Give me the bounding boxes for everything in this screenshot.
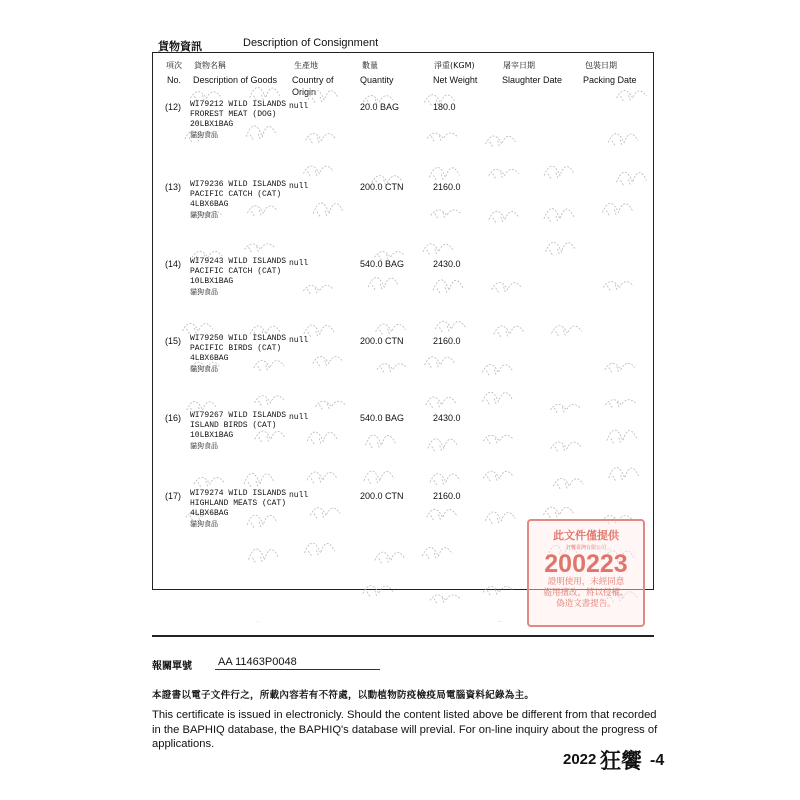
table-row (165, 100, 650, 172)
col-weight-zh: 淨重(KGM) (434, 61, 475, 70)
col-no-en: No. (167, 75, 182, 85)
col-qty-en: Quantity (360, 75, 394, 85)
net-weight: 2160.0 (433, 491, 461, 501)
country-of-origin: null (289, 491, 309, 500)
row-number: (15) (165, 336, 182, 346)
goods-description: WI79250 WILD ISLANDS PACIFIC BIRDS (CAT) 4LBX6BAG 貓狗食品 (190, 334, 287, 373)
quantity: 540.0 BAG (360, 413, 405, 423)
quantity: 200.0 CTN (360, 491, 404, 501)
quantity: 20.0 BAG (360, 102, 400, 112)
col-origin-zh: 生產地 (294, 61, 318, 70)
net-weight: 2160.0 (433, 182, 461, 192)
col-slaughter-en: Slaughter Date (502, 75, 563, 85)
goods-description: WI79243 WILD ISLANDS PACIFIC CATCH (CAT) 10LBX1BAG 貓狗食品 (190, 257, 287, 296)
col-slaughter-zh: 屠宰日期 (503, 61, 535, 70)
section-title-en: Description of Consignment (243, 37, 379, 49)
watermark-mark (483, 587, 513, 596)
footer-year: 2022 (563, 751, 597, 768)
row-number: (17) (165, 491, 182, 501)
country-of-origin: null (289, 413, 309, 422)
table-row (165, 334, 650, 406)
net-weight: 2430.0 (433, 259, 461, 269)
footer-page-number: -4 (650, 752, 665, 769)
row-number: (14) (165, 259, 182, 269)
col-origin-en: Country of Origin (292, 75, 334, 97)
notice-chinese: 本證書以電子文件行之，所載內容若有不符處，以動植物防疫檢疫局電腦資料紀錄為主。 (152, 690, 535, 701)
country-of-origin: null (289, 336, 309, 345)
row-number: (16) (165, 413, 182, 423)
col-goods-en: Description of Goods (193, 75, 278, 85)
row-number: (12) (165, 102, 182, 112)
col-goods-zh: 貨物名稱 (194, 61, 226, 70)
col-weight-en: Net Weight (433, 75, 478, 85)
quantity: 200.0 CTN (360, 336, 404, 346)
watermark-mark (430, 595, 460, 604)
col-no-zh: 項次 (166, 61, 182, 70)
goods-description: WI79236 WILD ISLANDS PACIFIC CATCH (CAT) 4LBX6BAG 貓狗食品 (190, 180, 287, 219)
copy-protection-stamp: 此文件僅提供 狂饗臺灣有限公司 200223 證明使用，未經同意 盜用擅改，將以侵權、 偽造文書提告。 (527, 519, 645, 627)
customs-underline (215, 669, 380, 670)
goods-description: WI79212 WILD ISLANDS FRORESТ MEAT (DOG) 20LBX1BAG 貓狗食品 (190, 100, 287, 139)
footer-brand: 狂饗 (600, 749, 642, 773)
goods-description: WI79267 WILD ISLANDS ISLAND BIRDS (CAT) 10LBX1BAG 貓狗食品 (190, 411, 287, 450)
net-weight: 2430.0 (433, 413, 461, 423)
country-of-origin: null (289, 102, 309, 111)
col-qty-zh: 數量 (362, 61, 378, 70)
customs-declaration-number: AA 11463P0048 (218, 656, 297, 668)
notice-english: This certificate is issued in electronicly. Should the content listed above be different from that recorded in the BAPHIQ database, the BAPHIQ's database will previal. For on-line inquiry about the progress of applications. (152, 709, 658, 750)
watermark-mark (363, 586, 393, 597)
customs-declaration-label: 報關單號 (152, 661, 192, 672)
net-weight: 2160.0 (433, 336, 461, 346)
net-weight: 180.0 (433, 102, 456, 112)
country-of-origin: null (289, 182, 309, 191)
row-number: (13) (165, 182, 182, 192)
country-of-origin: null (289, 259, 309, 268)
table-row (165, 180, 650, 252)
table-row (165, 411, 650, 483)
quantity: 540.0 BAG (360, 259, 405, 269)
col-packing-en: Packing Date (583, 75, 637, 85)
table-row (165, 257, 650, 329)
col-packing-zh: 包裝日期 (585, 61, 617, 70)
goods-description: WI79274 WILD ISLANDS HIGHLAND MEATS (CAT) 4LBX6BAG 貓狗食品 (190, 489, 287, 528)
divider (152, 635, 654, 637)
quantity: 200.0 CTN (360, 182, 404, 192)
section-title-zh: 貨物資訊 (158, 40, 202, 53)
watermark-mark (250, 88, 280, 101)
